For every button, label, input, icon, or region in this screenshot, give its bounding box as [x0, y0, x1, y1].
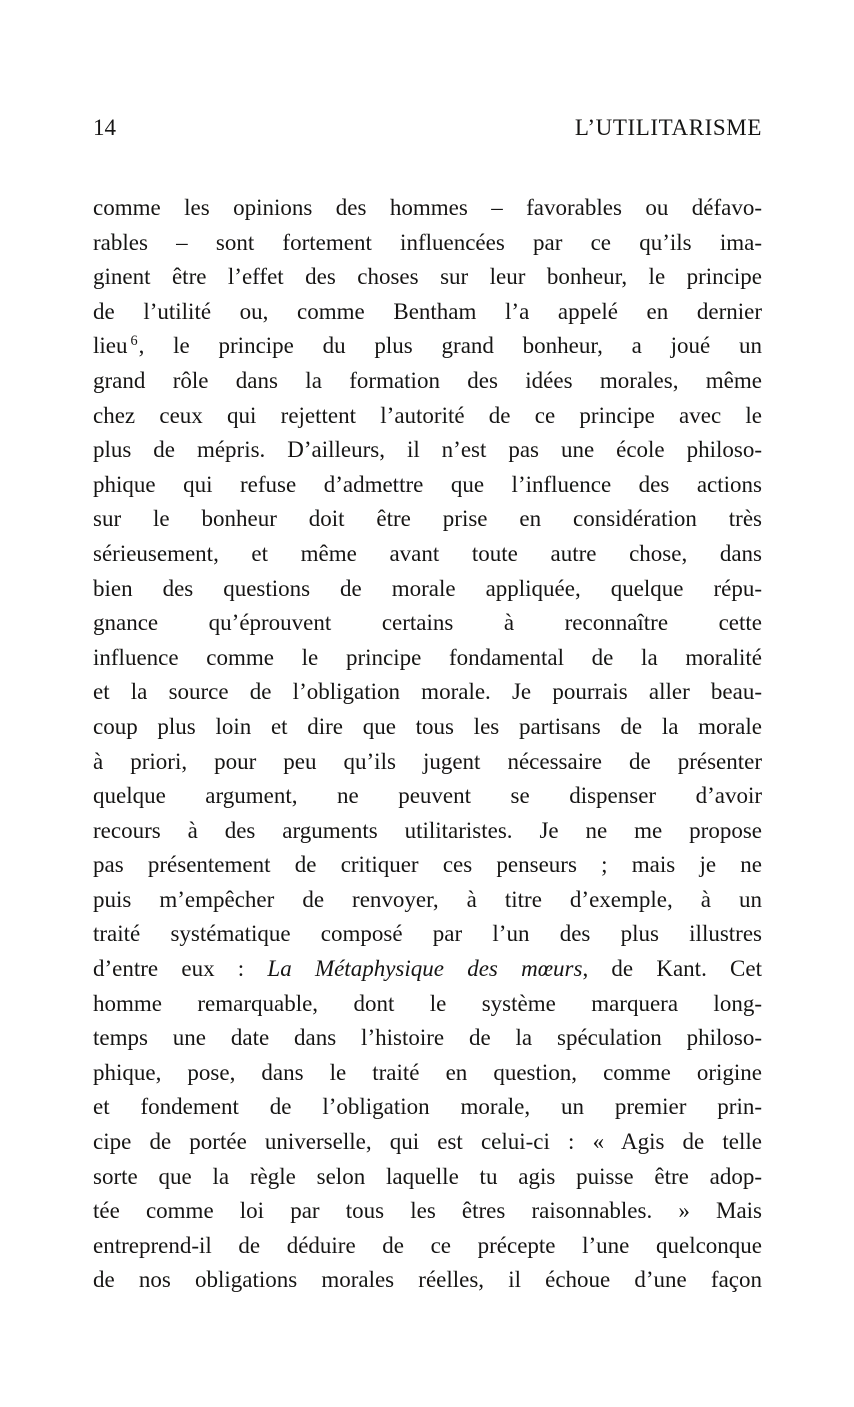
text-line: sur le bonheur doit être prise en considération très	[93, 506, 762, 532]
text-line: plus de mépris. D’ailleurs, il n’est pas une école philoso-	[93, 437, 762, 463]
text-line: phique qui refuse d’admettre que l’influence des actions	[93, 471, 762, 497]
text-line: et la source de l’obligation morale. Je pourrais aller beau-	[93, 679, 762, 705]
text-line: de nos obligations morales réelles, il échoue d’une façon	[93, 1267, 762, 1293]
text-segment: lieu	[93, 333, 128, 359]
book-title-italic: La Métaphysique des mœurs	[267, 956, 583, 982]
text-line: homme remarquable, dont le système marquera long-	[93, 990, 762, 1016]
footnote-reference-6: 6	[130, 332, 138, 349]
text-line: gnance qu’éprouvent certains à reconnaître cette	[93, 610, 762, 636]
text-line: grand rôle dans la formation des idées morales, même	[93, 367, 762, 393]
text-line: temps une date dans l’histoire de la spéculation philoso-	[93, 1025, 762, 1051]
text-line: bien des questions de morale appliquée, quelque répu-	[93, 575, 762, 601]
body-text	[93, 191, 762, 1298]
running-head	[93, 114, 762, 142]
text-line: entreprend-il de déduire de ce précepte l’une quelconque	[93, 1232, 762, 1258]
text-segment: , de Kant. Cet	[582, 956, 762, 982]
text-line: chez ceux qui rejettent l’autorité de ce principe avec le	[93, 402, 762, 428]
text-line: sorte que la règle selon laquelle tu agis puisse être adop-	[93, 1163, 762, 1189]
text-segment: d’entre eux :	[93, 956, 268, 982]
text-line: pas présentement de critiquer ces penseurs ; mais je ne	[93, 852, 762, 878]
text-line: phique, pose, dans le traité en question, comme origine	[93, 1059, 762, 1085]
text-line-with-book-title	[93, 952, 762, 987]
text-line: sérieusement, et même avant toute autre chose, dans	[93, 540, 762, 566]
text-line: puis m’empêcher de renvoyer, à titre d’exemple, à un	[93, 886, 762, 912]
running-title: L’UTILITARISME	[574, 115, 762, 140]
text-line: tée comme loi par tous les êtres raisonnables. » Mais	[93, 1198, 762, 1224]
text-line: cipe de portée universelle, qui est celui-ci : « Agis de telle	[93, 1129, 762, 1155]
text-line: recours à des arguments utilitaristes. Je ne me propose	[93, 817, 762, 843]
text-line: ginent être l’effet des choses sur leur bonheur, le principe	[93, 264, 762, 290]
text-line-with-footnote	[93, 329, 762, 364]
page-number: 14	[93, 115, 116, 140]
text-line: coup plus loin et dire que tous les partisans de la morale	[93, 713, 762, 739]
text-line: et fondement de l’obligation morale, un premier prin-	[93, 1094, 762, 1120]
text-line: rables – sont fortement influencées par ce qu’ils ima-	[93, 229, 762, 255]
text-line: comme les opinions des hommes – favorables ou défavo-	[93, 195, 762, 220]
text-line: traité systématique composé par l’un des plus illustres	[93, 921, 762, 947]
text-line: quelque argument, ne peuvent se dispenser d’avoir	[93, 783, 762, 809]
text-line: influence comme le principe fondamental de la moralité	[93, 644, 762, 670]
text-segment: , le principe du plus grand bonheur, a joué un	[138, 333, 762, 359]
text-line: de l’utilité ou, comme Bentham l’a appelé en dernier	[93, 298, 762, 324]
text-line: à priori, pour peu qu’ils jugent nécessaire de présenter	[93, 748, 762, 774]
